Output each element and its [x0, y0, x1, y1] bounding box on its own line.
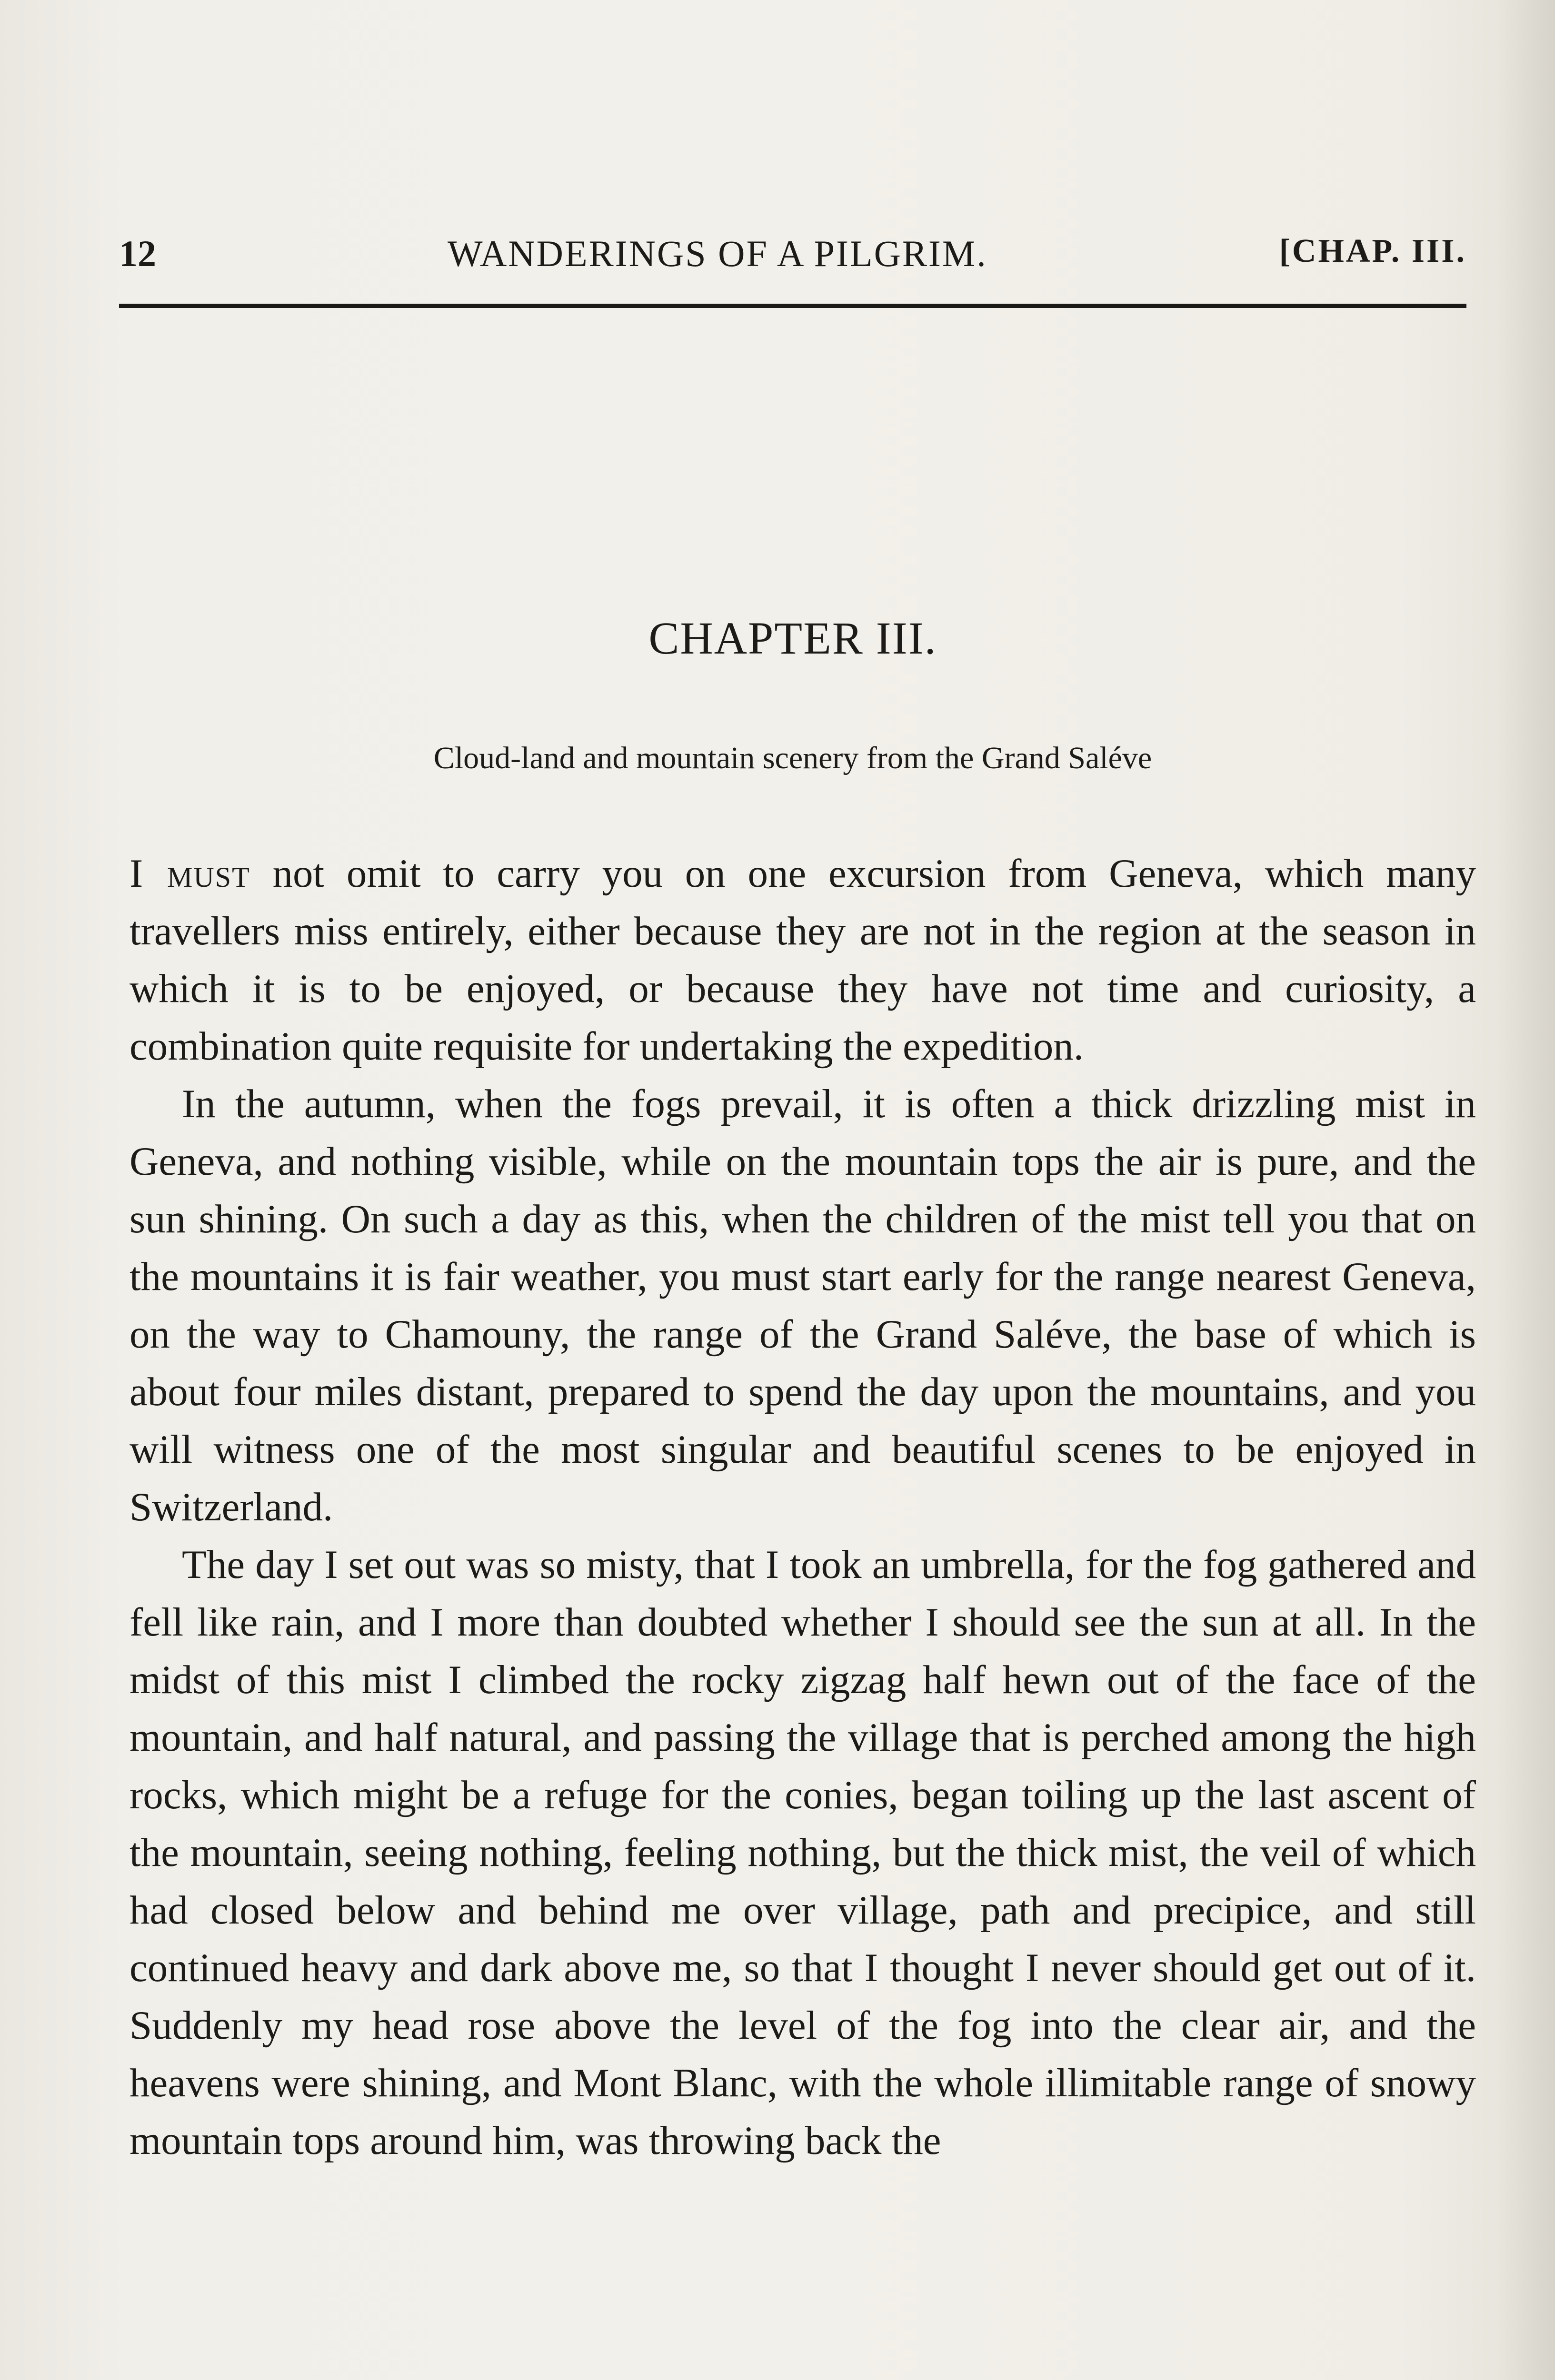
header-rule: [119, 304, 1466, 308]
chapter-subtitle: Cloud-land and mountain scenery from the Grand Saléve: [433, 741, 1152, 775]
paragraph-lead-small-caps: I must: [130, 851, 250, 896]
chapter-title: CHAPTER III.: [648, 613, 937, 664]
paragraph-1: [130, 845, 1476, 1075]
page-number: 12: [119, 233, 156, 274]
paragraph-text: not omit to carry you on one excursion from Geneva, which many travellers miss entirely, either because they are not in the region at the season in which it is to be enjoyed, or because they have not time and curiosity, a combination quite requisite for undertaking the expedition.: [130, 851, 1476, 1069]
running-head: [119, 228, 1466, 285]
body-text: [130, 845, 1476, 2170]
page-edge-shadow: [1498, 0, 1555, 2380]
running-title: WANDERINGS OF A PILGRIM.: [448, 233, 987, 274]
chapter-label: [CHAP. III.: [1279, 233, 1466, 269]
paragraph-3: The day I set out was so misty, that I took an umbrella, for the fog gathered and fell like rain, and I more than doubted whether I should see the sun at all. In the midst of this mist I climbed the rocky zigzag half hewn out of the face of the mountain, and half natural, and passing the village that is perched among the high rocks, which might be a refuge for the conies, began toiling up the last ascent of the mountain, seeing nothing, feeling nothing, but the thick mist, the veil of which had closed below and behind me over village, path and precipice, and still continued heavy and dark above me, so that I thought I never should get out of it. Suddenly my head rose above the level of the fog into the clear air, and the heavens were shining, and Mont Blanc, with the whole illimitable range of snowy mountain tops around him, was throwing back the: [130, 1542, 1476, 2163]
paragraph-2: In the autumn, when the fogs prevail, it is often a thick drizzling mist in Geneva, and nothing visible, while on the mountain tops the air is pure, and the sun shining. On such a day as this, when the children of the mist tell you that on the mountains it is fair weather, you must start early for the range nearest Geneva, on the way to Chamouny, the range of the Grand Saléve, the base of which is about four miles distant, prepared to spend the day upon the mountains, and you will witness one of the most singular and beautiful scenes to be enjoyed in Switzerland.: [130, 1081, 1476, 1529]
